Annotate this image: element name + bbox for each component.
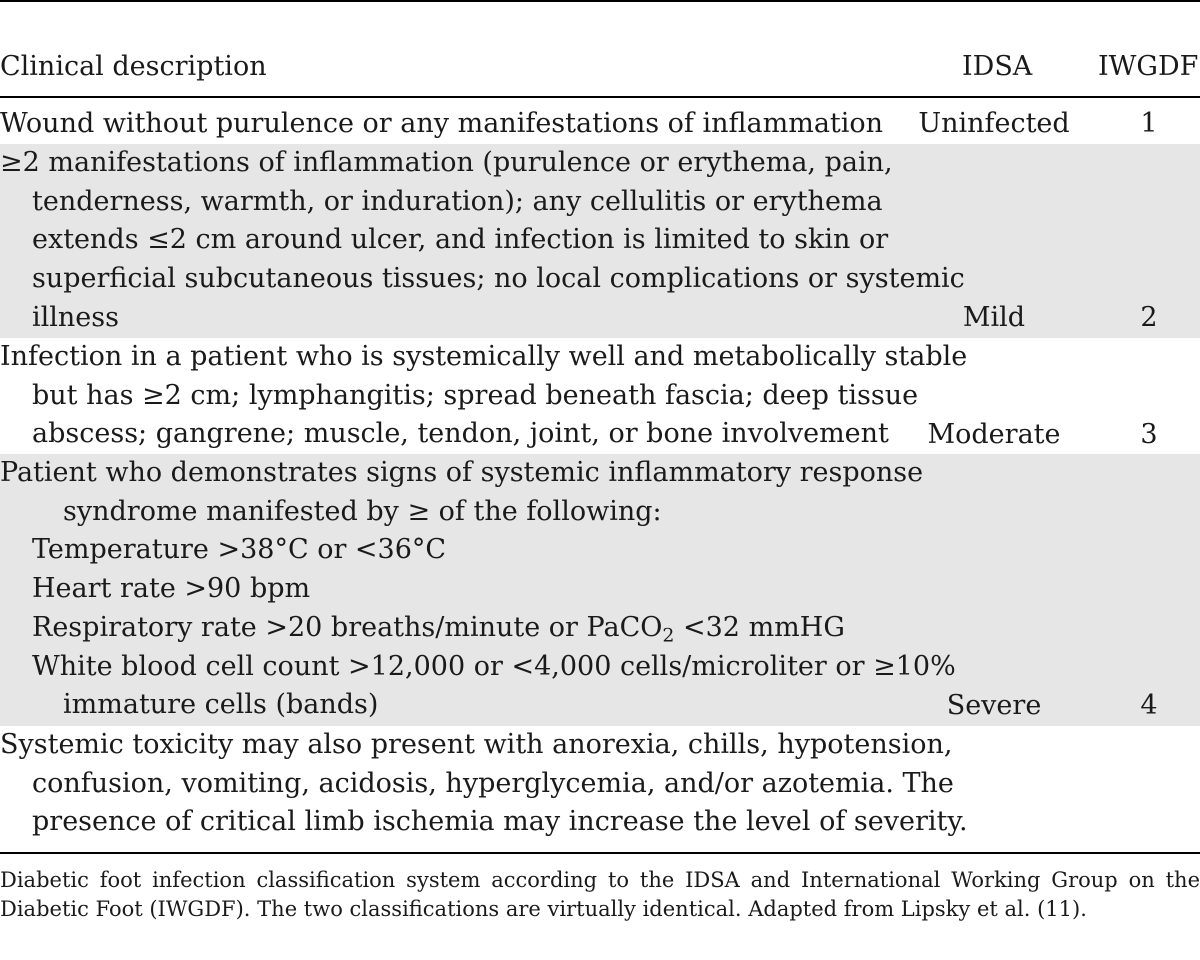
description-line: but has ≥2 cm; lymphangitis; spread beneath fascia; deep tissue xyxy=(32,379,919,411)
row-description xyxy=(0,105,900,144)
description-line: tenderness, warmth, or induration); any cellulitis or erythema xyxy=(32,185,883,217)
description-line: Systemic toxicity may also present with anorexia, chills, hypotension, xyxy=(0,729,953,760)
description-line: White blood cell count >12,000 or <4,000 cells/microliter or ≥10% xyxy=(32,650,956,682)
iwgdf-grade: 2 xyxy=(1140,302,1158,333)
description-line: immature cells (bands) xyxy=(63,689,379,721)
description-line: ≥2 manifestations of inflammation (purulence or erythema, pain, xyxy=(0,147,893,178)
subscript-2: 2 xyxy=(662,624,675,647)
table-row-uninfected xyxy=(0,105,1200,144)
description-line: Infection in a patient who is systemically well and metabolically stable xyxy=(0,341,968,372)
idsa-grade: Severe xyxy=(946,690,1042,721)
header-iwgdf: IWGDF xyxy=(1098,51,1199,82)
idsa-grade: Moderate xyxy=(927,419,1061,450)
table-top-rule xyxy=(0,0,1200,2)
iwgdf-grade: 4 xyxy=(1140,690,1158,721)
description-line: superficial subcutaneous tissues; no local complications or systemic xyxy=(32,263,965,295)
respiratory-rate-threshold: <32 mmHG xyxy=(674,611,845,643)
header-clinical-description: Clinical description xyxy=(0,51,267,82)
iwgdf-grade: 1 xyxy=(1140,108,1158,139)
table-row-systemic-toxicity xyxy=(0,726,1200,846)
row-description xyxy=(0,454,956,725)
iwgdf-grade: 3 xyxy=(1140,419,1158,450)
row-description xyxy=(0,726,968,842)
table-row-mild xyxy=(0,144,1200,338)
table-row-severe xyxy=(0,454,1200,726)
idsa-grade: Mild xyxy=(962,302,1026,333)
description-line: confusion, vomiting, acidosis, hyperglycemia, and/or azotemia. The xyxy=(32,767,954,799)
table-bottom-rule xyxy=(0,852,1200,854)
table-footnote: Diabetic foot infection classification system according to the IDSA and International Working Group on the Diabetic Foot (IWGDF). The two classifications are virtually identical. Adapted from Lipsky et al. (11). xyxy=(0,868,1200,921)
header-idsa: IDSA xyxy=(962,51,1033,82)
description-line: extends ≤2 cm around ulcer, and infection is limited to skin or xyxy=(32,224,889,256)
description-line xyxy=(0,609,900,648)
respiratory-rate-text: Respiratory rate >20 breaths/minute or PaCO xyxy=(32,611,663,643)
description-line: syndrome manifested by ≥ of the following: xyxy=(63,495,662,527)
description-line: Wound without purulence or any manifestations of inflammation xyxy=(0,108,884,139)
table-header-rule xyxy=(0,96,1200,98)
description-line: Temperature >38°C or <36°C xyxy=(32,534,447,566)
description-line: Heart rate >90 bpm xyxy=(32,573,311,605)
description-line: illness xyxy=(32,301,119,333)
description-line: presence of critical limb ischemia may increase the level of severity. xyxy=(32,806,968,838)
row-description xyxy=(0,338,968,454)
row-description xyxy=(0,144,965,338)
idsa-grade: Uninfected xyxy=(918,108,1070,139)
description-line: Patient who demonstrates signs of systemic inflammatory response xyxy=(0,457,924,488)
table-row-moderate xyxy=(0,338,1200,454)
description-line: abscess; gangrene; muscle, tendon, joint, or bone involvement xyxy=(32,418,889,450)
